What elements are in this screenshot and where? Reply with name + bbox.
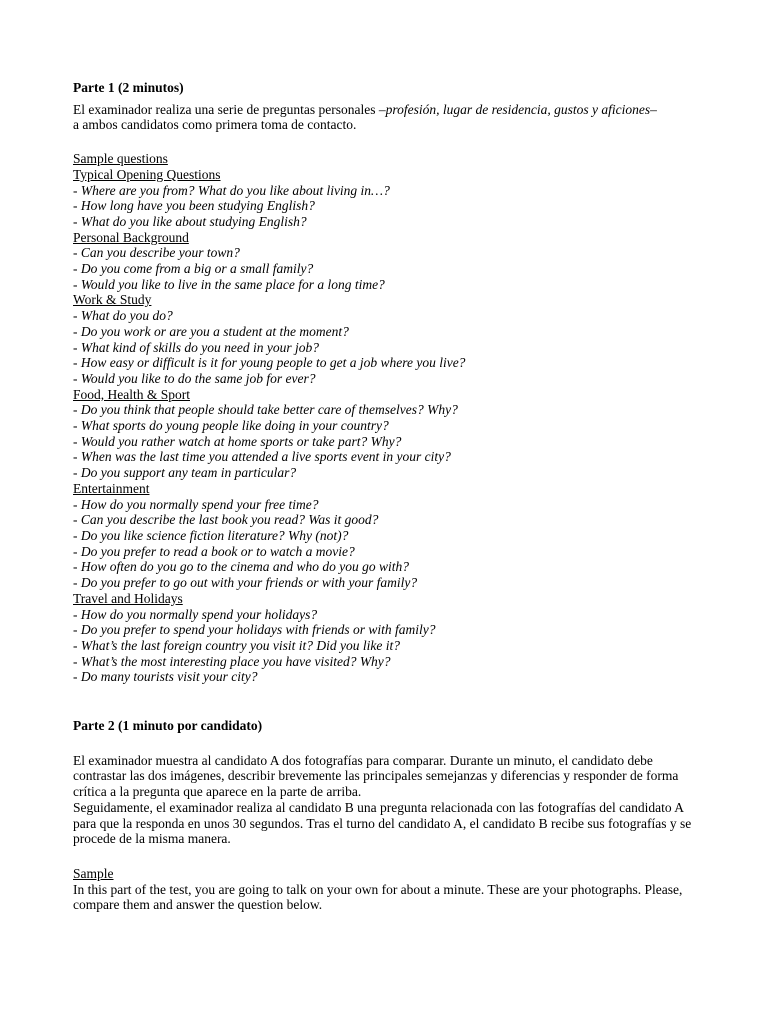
sample-text: In this part of the test, you are going to talk on your own for about a minute. These are your photographs. Please, compare them and answer the question below. (73, 881, 683, 913)
question-item: - Can you describe the last book you read? Was it good? (73, 512, 379, 528)
question-item: - Do you come from a big or a small family? (73, 261, 314, 277)
question-item: - Would you like to do the same job for ever? (73, 370, 316, 386)
question-item: - How often do you go to the cinema and who do you go with? (73, 559, 409, 575)
question-item: - What’s the most interesting place you have visited? Why? (73, 653, 391, 669)
question-item: - How long have you been studying English? (73, 198, 315, 214)
question-item: - Would you like to live in the same place for a long time? (73, 276, 385, 292)
question-item: - Do you prefer to spend your holidays with friends or with family? (73, 622, 436, 638)
question-item: - Do you think that people should take better care of themselves? Why? (73, 402, 458, 418)
sample-label: Sample (73, 865, 114, 881)
section-title: Personal Background (73, 229, 189, 245)
section-title: Work & Study (73, 292, 152, 308)
question-item: - How easy or difficult is it for young people to get a job where you live? (73, 355, 466, 371)
section-title: Entertainment (73, 480, 150, 496)
question-item: - Can you describe your town? (73, 245, 240, 261)
question-item: - What’s the last foreign country you visit it? Did you like it? (73, 637, 400, 653)
question-item: - Would you rather watch at home sports or take part? Why? (73, 433, 402, 449)
question-item: - How do you normally spend your holidays? (73, 606, 318, 622)
parte1-intro-line2: a ambos candidatos como primera toma de contacto. (73, 117, 357, 133)
question-sections (73, 167, 703, 685)
question-item: - Do you prefer to go out with your friends or with your family? (73, 575, 418, 591)
parte2-heading: Parte 2 (1 minuto por candidato) (73, 718, 263, 734)
parte1-intro (73, 102, 703, 118)
question-item: - When was the last time you attended a live sports event in your city? (73, 449, 451, 465)
question-item: - Where are you from? What do you like about living in…? (73, 182, 390, 198)
question-item: - Do many tourists visit your city? (73, 669, 258, 685)
question-item: - Do you support any team in particular? (73, 465, 297, 481)
question-item: - What kind of skills do you need in your job? (73, 339, 319, 355)
section-title: Travel and Holidays (73, 590, 183, 606)
intro-text-a: El examinador realiza una serie de preguntas personales – (73, 101, 386, 117)
question-item: - What do you do? (73, 308, 173, 324)
parte1-heading: Parte 1 (2 minutos) (73, 80, 184, 95)
intro-italic: profesión, lugar de residencia, gustos y aficiones (385, 101, 651, 117)
section-title: Food, Health & Sport (73, 386, 190, 402)
question-item: - How do you normally spend your free time? (73, 496, 319, 512)
question-item: - What do you like about studying English? (73, 213, 307, 229)
document-page (73, 80, 703, 913)
question-item: - Do you prefer to read a book or to watch a movie? (73, 543, 355, 559)
section-title: Typical Opening Questions (73, 166, 221, 182)
parte2-paragraph-1: El examinador muestra al candidato A dos fotografías para comparar. Durante un minuto, el candidato debe contrastar las dos imágenes, describir brevemente las principales semejanzas y diferencias y responder de forma crítica a la pregunta que aparece en la parte de arriba. (73, 752, 679, 800)
parte2-paragraph-2: Seguidamente, el examinador realiza al candidato B una pregunta relacionada con las fotografías del candidato A para que la responda en unos 30 segundos. Tras el turno del candidato A, el candidato B recibe sus fotografías y se procede de la misma manera. (73, 799, 692, 847)
question-item: - What sports do young people like doing in your country? (73, 418, 389, 434)
question-item: - Do you work or are you a student at the moment? (73, 323, 349, 339)
sample-questions-label: Sample questions (73, 151, 168, 167)
question-item: - Do you like science fiction literature? Why (not)? (73, 527, 349, 543)
intro-text-b: – (650, 101, 657, 117)
